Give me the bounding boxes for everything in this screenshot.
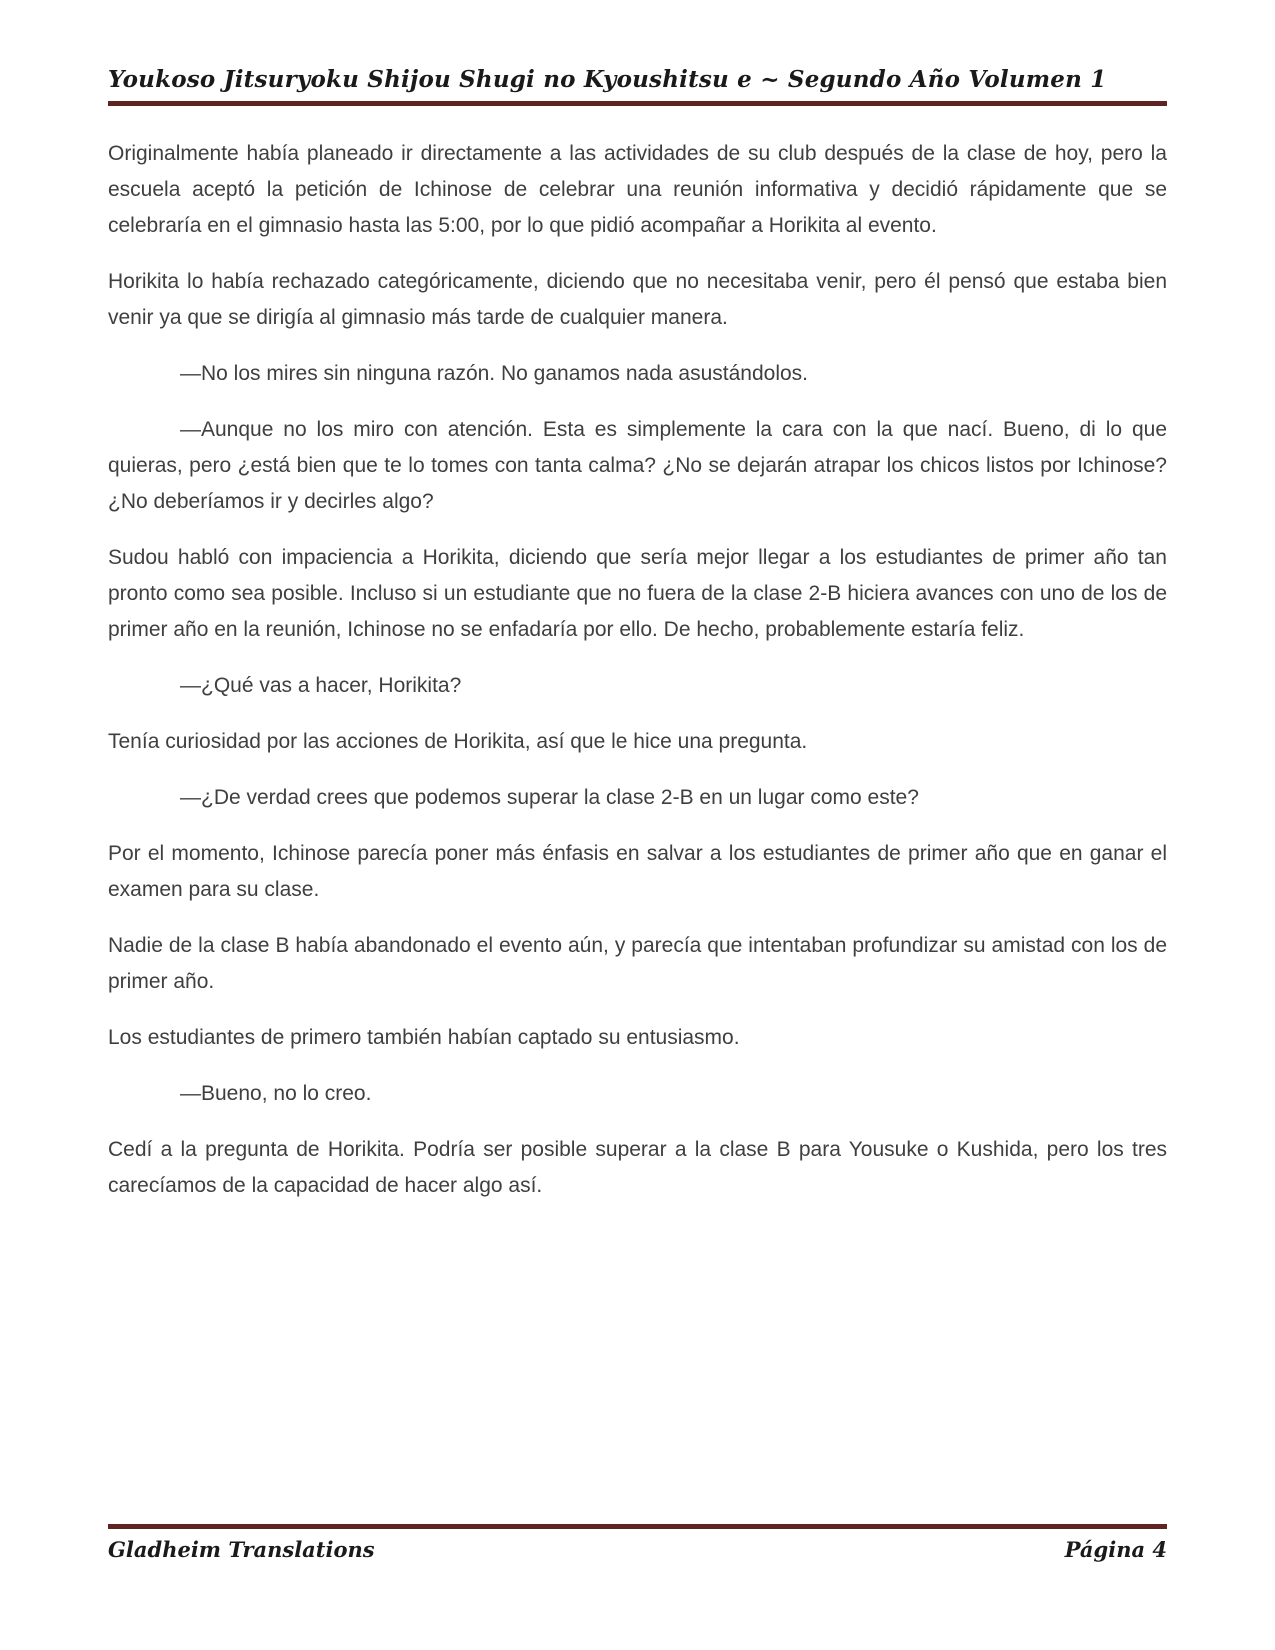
- body-paragraph: Sudou habló con impaciencia a Horikita, diciendo que sería mejor llegar a los estudiantes de primer año tan pronto como sea posible. Incluso si un estudiante que no fuera de la clase 2-B hiciera avances con uno de los de primer año en la reunión, Ichinose no se enfadaría por ello. De hecho, probablemente estaría feliz.: [108, 546, 1167, 641]
- body-paragraph: Originalmente había planeado ir directamente a las actividades de su club después de la clase de hoy, pero la escuela aceptó la petición de Ichinose de celebrar una reunión informativa y decidió rápidamente que se celebraría en el gimnasio hasta las 5:00, por lo que pidió acompañar a Horikita al evento.: [108, 142, 1167, 237]
- header-title: Youkoso Jitsuryoku Shijou Shugi no Kyoushitsu e ~ Segundo Año Volumen 1: [108, 66, 1107, 93]
- body-paragraph: Por el momento, Ichinose parecía poner más énfasis en salvar a los estudiantes de primer año que en ganar el examen para su clase.: [108, 842, 1167, 901]
- dialogue-paragraph: —Bueno, no lo creo.: [180, 1082, 372, 1105]
- body-paragraph: Tenía curiosidad por las acciones de Horikita, así que le hice una pregunta.: [108, 730, 808, 753]
- page-footer: [108, 1524, 1167, 1562]
- dialogue-paragraph: —¿Qué vas a hacer, Horikita?: [180, 674, 462, 697]
- document-body: [108, 136, 1167, 1224]
- footer-translator-credit: Gladheim Translations: [108, 1537, 375, 1562]
- page-header: [108, 66, 1167, 106]
- footer-rule: [108, 1524, 1167, 1529]
- footer-page-number: Página 4: [1064, 1537, 1167, 1562]
- body-paragraph: Horikita lo había rechazado categóricamente, diciendo que no necesitaba venir, pero él pensó que estaba bien venir ya que se dirigía al gimnasio más tarde de cualquier manera.: [108, 270, 1167, 329]
- dialogue-paragraph: —¿De verdad crees que podemos superar la clase 2-B en un lugar como este?: [180, 786, 919, 809]
- header-rule: [108, 101, 1167, 106]
- dialogue-paragraph: —Aunque no los miro con atención. Esta es simplemente la cara con la que nací. Bueno, di lo que quieras, pero ¿está bien que te lo tomes con tanta calma? ¿No se dejarán atrapar los chicos listos por Ichinose? ¿No deberíamos ir y decirles algo?: [108, 418, 1167, 513]
- body-paragraph: Los estudiantes de primero también habían captado su entusiasmo.: [108, 1026, 740, 1049]
- body-paragraph: Cedí a la pregunta de Horikita. Podría ser posible superar a la clase B para Yousuke o Kushida, pero los tres carecíamos de la capacidad de hacer algo así.: [108, 1138, 1167, 1197]
- footer-row: [108, 1537, 1167, 1562]
- body-paragraph: Nadie de la clase B había abandonado el evento aún, y parecía que intentaban profundizar su amistad con los de primer año.: [108, 934, 1167, 993]
- dialogue-paragraph: —No los mires sin ninguna razón. No ganamos nada asustándolos.: [180, 362, 809, 385]
